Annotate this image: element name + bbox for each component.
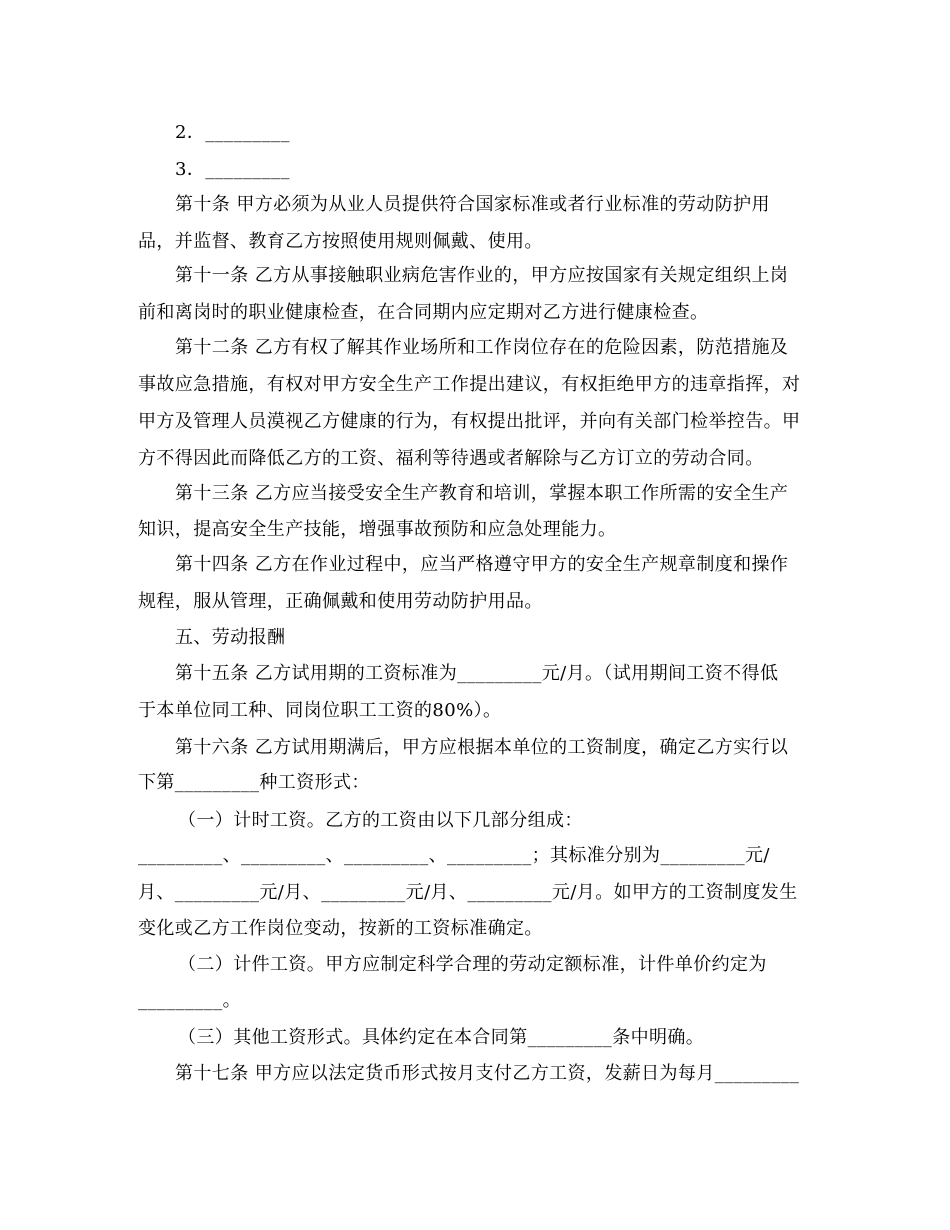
article-12-line-1: 第十二条 乙方有权了解其作业场所和工作岗位存在的危险因素，防范措施及	[175, 337, 789, 358]
article-12-line-4: 方不得因此而降低乙方的工资、福利等待遇或者解除与乙方订立的劳动合同。	[138, 448, 764, 469]
section-heading-labor-pay: 五、劳动报酬	[175, 627, 286, 648]
article-12-line-2: 事故应急措施，有权对甲方安全生产工作提出建议，有权拒绝甲方的违章指挥，对	[138, 374, 801, 395]
list-item-2: 2．_________	[175, 122, 290, 143]
wage-form-3-line: （三）其他工资形式。具体约定在本合同第_________条中明确。	[178, 1027, 705, 1048]
article-16-line-1: 第十六条 乙方试用期满后，甲方应根据本单位的工资制度，确定乙方实行以	[175, 737, 789, 758]
wage-form-1-heading: （一）计时工资。乙方的工资由以下几部分组成：	[178, 810, 583, 831]
list-item-3: 3．_________	[175, 159, 290, 180]
article-10-line-2: 品，并监督、教育乙方按照使用规则佩戴、使用。	[138, 231, 543, 252]
article-10-line-1: 第十条 甲方必须为从业人员提供符合国家标准或者行业标准的劳动防护用	[175, 194, 770, 215]
article-11-line-1: 第十一条 乙方从事接触职业病危害作业的，甲方应按国家有关规定组织上岗	[175, 265, 789, 286]
article-13-line-2: 知识，提高安全生产技能，增强事故预防和应急处理能力。	[138, 519, 617, 540]
article-15-line-2: 于本单位同工种、同岗位职工工资的80%）。	[138, 700, 502, 721]
wage-form-1-line-2: 月、_________元/月、_________元/月、_________元/月。如甲方的工资制度发生	[138, 882, 798, 903]
article-12-line-3: 甲方及管理人员漠视乙方健康的行为，有权提出批评，并向有关部门检举控告。甲	[138, 411, 801, 432]
article-14-line-1: 第十四条 乙方在作业过程中，应当严格遵守甲方的安全生产规章制度和操作	[175, 554, 789, 575]
article-17-line-1: 第十七条 甲方应以法定货币形式按月支付乙方工资，发薪日为每月_________	[175, 1063, 800, 1084]
wage-form-1-line-3: 变化或乙方工作岗位变动，按新的工资标准确定。	[138, 918, 543, 939]
article-16-line-2: 下第_________种工资形式：	[138, 772, 370, 793]
article-13-line-1: 第十三条 乙方应当接受安全生产教育和培训，掌握本职工作所需的安全生产	[175, 483, 789, 504]
article-15-line-1: 第十五条 乙方试用期的工资标准为_________元/月。（试用期间工资不得低	[175, 663, 779, 684]
wage-form-2-line-1: （二）计件工资。甲方应制定科学合理的劳动定额标准，计件单价约定为	[178, 954, 767, 975]
article-14-line-2: 规程，服从管理，正确佩戴和使用劳动防护用品。	[138, 591, 543, 612]
wage-form-1-line-1: _________、_________、_________、_________；其标准分别为_________元/	[138, 845, 770, 866]
wage-form-2-line-2: _________。	[138, 990, 241, 1011]
article-11-line-2: 前和离岗时的职业健康检查，在合同期内应定期对乙方进行健康检查。	[138, 302, 709, 323]
